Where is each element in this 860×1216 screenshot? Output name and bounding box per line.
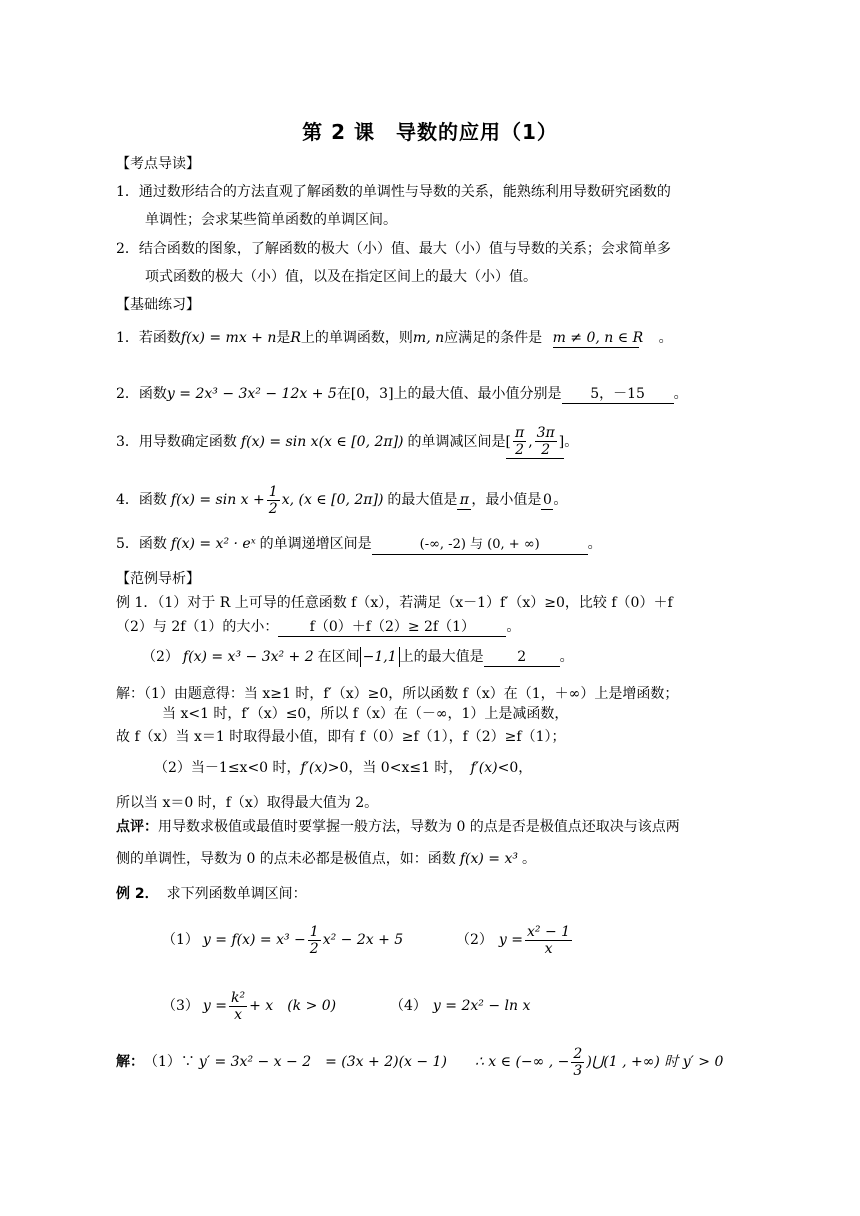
page-title: 第 2 课 导数的应用（1）: [302, 120, 558, 144]
formula: f(x) = x³ − 3x² + 2: [182, 649, 314, 665]
formula: f(x) = x² · eˣ: [170, 536, 256, 552]
answer-blank: 2: [484, 648, 560, 667]
section-fanli: 【范例导析】: [116, 571, 200, 587]
answer-blank: [ $\frac{\pi}{2}$ , $\frac{3\pi}{2}$ ]: [505, 425, 565, 458]
formula: f(x) = sin x(x ∈ [0, 2π]): [240, 434, 404, 450]
solution-1-l1: 解：（1）由题意得：当 x≥1 时，f′（x）≥0，所以函数 f（x）在（1，＋∞）上是增函数；: [116, 686, 679, 702]
solution-1-l5: 所以当 x＝0 时，f（x）取得最大值为 2。: [116, 795, 379, 811]
solution-1-l2: 当 x<1 时，f′（x）≤0，所以 f（x）在（－∞，1）上是减函数，: [162, 706, 569, 722]
answer-blank: f（0）＋f（2）≥ 2f（1）: [278, 618, 506, 637]
formula: f(x) = sin x +: [170, 492, 265, 508]
kaodian-item-1a: 1．通过数形结合的方法直观了解函数的单调性与导数的关系，能熟练利用导数研究函数的: [116, 184, 671, 200]
example-2-part2: （2） y = $\frac{\text{x² − 1}}{x}$: [456, 923, 571, 957]
min-blank: 0: [542, 491, 552, 508]
example-1-part2: （2） f(x) = x³ − 3x² + 2 在区间 −1,1 上的最大值是 2 。: [142, 648, 574, 665]
exercise-5: 5．函数 f(x) = x² · eˣ 的单调递增区间是 (-∞, -2) 与 (0, + ∞) 。: [116, 534, 602, 555]
exercise-3: 3．用导数确定函数 f(x) = sin x(x ∈ [0, 2π]) 的单调减区间是 [ $\frac{\pi}{2}$ , $\frac{3\pi}{2}$ ] 。: [116, 425, 579, 458]
example-2-part3: （3） y = $\frac{\text{k²}}{x}$ + x (k > 0): [162, 989, 337, 1023]
comment-l2: 侧的单调性，导数为 0 的点未必都是极值点，如：函数 f(x) = x³ 。: [116, 851, 536, 867]
exercise-4: 4．函数 f(x) = sin x + $\frac{1}{2}$ x, (x ∈ [0, 2π]) 的最大值是 π ，最小值是 0 。: [116, 483, 568, 517]
example-2-header: 例 2． 求下列函数单调区间：: [116, 886, 307, 902]
kaodian-item-2b: 项式函数的极大（小）值，以及在指定区间上的最大（小）值。: [145, 269, 537, 285]
section-jichu: 【基础练习】: [116, 297, 200, 313]
solution-1-l4: （2）当－1≤x<0 时，f′(x)>0，当 0<x≤1 时， f′(x)<0，: [154, 760, 533, 776]
exercise-2: 2．函数y = 2x³ − 3x² − 12x + 5在[0，3]上的最大值、最小值分别是 5，－15 。: [116, 386, 688, 402]
kaodian-item-1b: 单调性；会求某些简单函数的单调区间。: [145, 212, 397, 228]
example-2-part1: （1） y = f(x) = x³ − $\frac{1}{2}$ x² − 2x + 5: [162, 923, 404, 957]
comment-l1: 点评：用导数求极值或最值时要掌握一般方法，导数为 0 的点是否是极值点还取决与该点两: [116, 819, 680, 835]
exercise-1: 1．若函数f(x) = mx + n是R上的单调函数，则m, n应满足的条件是 m ≠ 0, n ∈ R 。: [116, 330, 673, 346]
kaodian-item-2a: 2．结合函数的图象，了解函数的极大（小）值、最大（小）值与导数的关系；会求简单多: [116, 241, 671, 257]
solution-2: 解： （1）∵ y′ = 3x² − x − 2 = (3x + 2)(x − 1) ∴ x ∈ (−∞ , − $\frac{2}{3}$ )⋃(1 , +∞) 时 y′ > 0: [116, 1045, 724, 1079]
example-2-part4: （4） y = 2x² − ln x: [390, 998, 531, 1014]
max-blank: π: [457, 491, 471, 510]
example-1-line2: （2）与 2f（1）的大小： f（0）＋f（2）≥ 2f（1） 。: [116, 619, 521, 635]
formula: y = 2x³ − 3x² − 12x + 5: [166, 386, 337, 402]
answer-blank: 5，－15: [562, 385, 674, 404]
solution-1-l3: 故 f（x）当 x＝1 时取得最小值，即有 f（0）≥f（1），f（2）≥f（1）；: [116, 729, 566, 745]
answer-blank: (-∞, -2) 与 (0, + ∞): [372, 536, 588, 555]
section-kaodian: 【考点导读】: [116, 156, 200, 172]
formula: f(x) = mx + n: [180, 330, 277, 346]
example-1-line1: 例 1．（1）对于 R 上可导的任意函数 f（x），若满足（x－1）f′（x）≥0，比较 f（0）＋f: [116, 595, 673, 611]
answer-blank: m ≠ 0, n ∈ R: [552, 330, 644, 346]
